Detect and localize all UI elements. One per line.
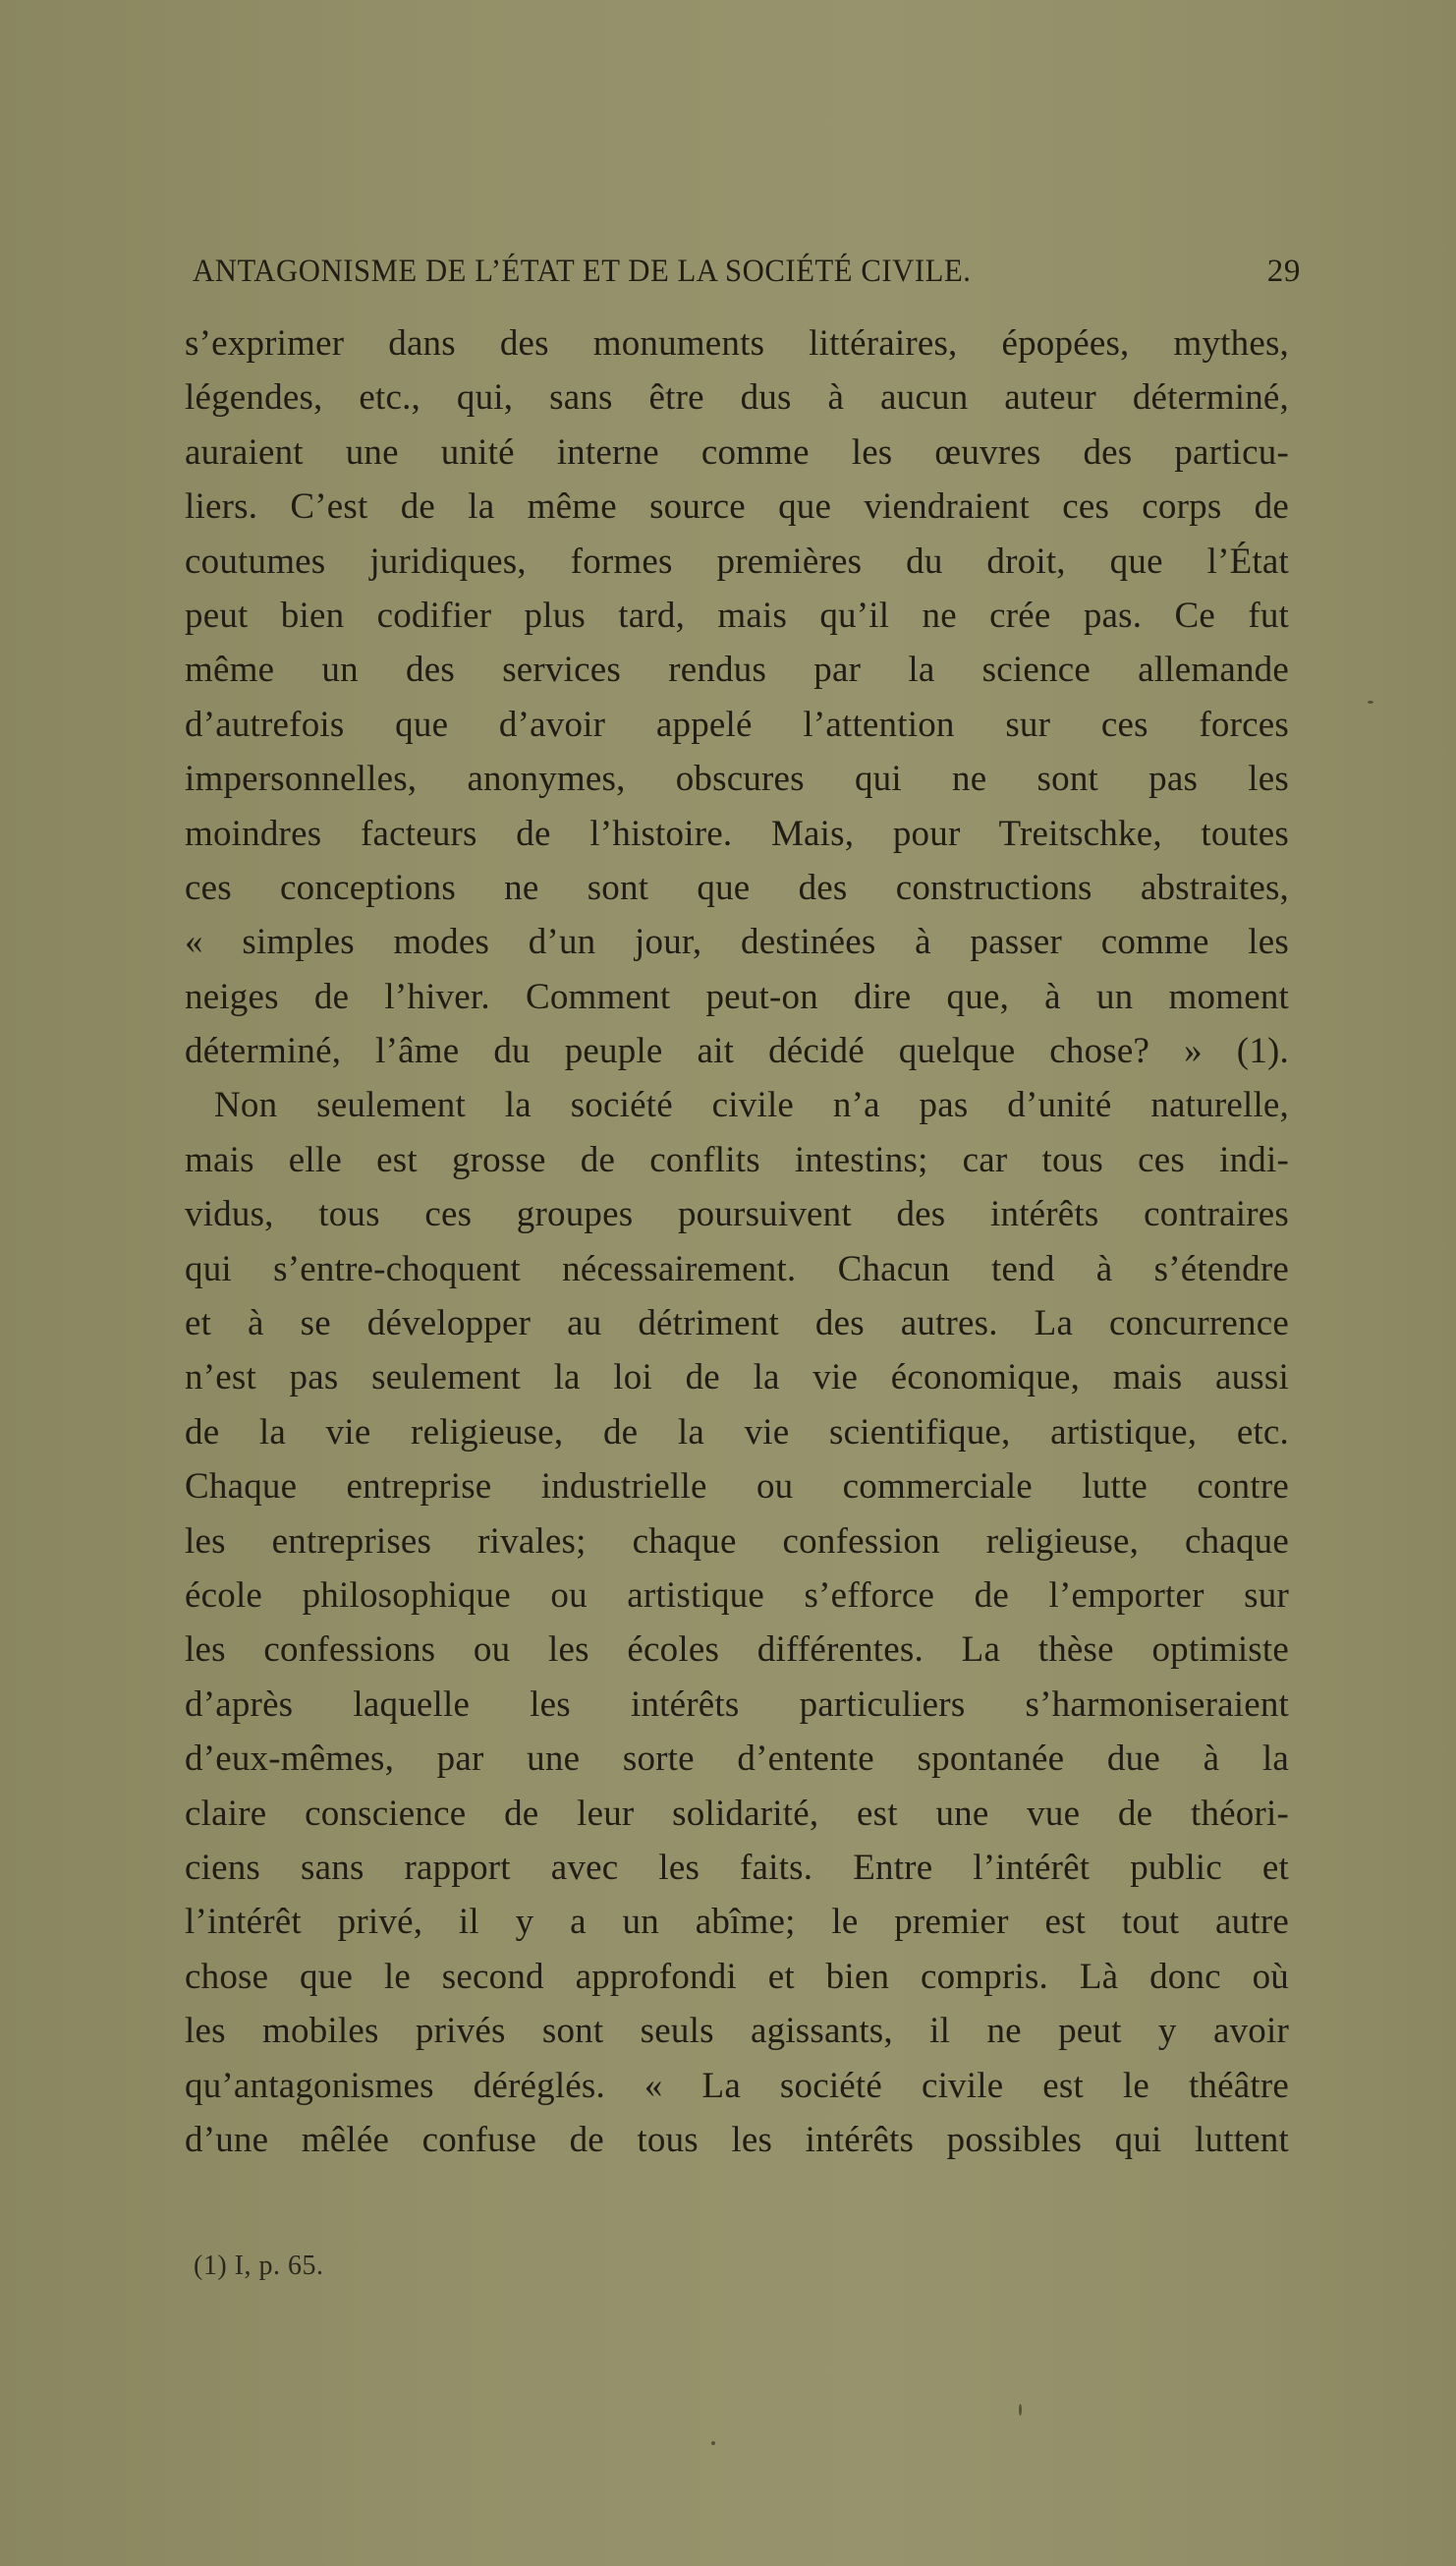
text-line: peut bien codifier plus tard, mais qu’il ne crée pas. Ce fut <box>185 595 1289 636</box>
text-line: n’est pas seulement la loi de la vie économique, mais aussi <box>185 1357 1289 1398</box>
text-line: mais elle est grosse de conflits intestins; car tous ces indi- <box>185 1139 1289 1180</box>
text-line: déterminé, l’âme du peuple ait décidé quelque chose? » (1). <box>185 1031 1289 1072</box>
text-line: qui s’entre-choquent nécessairement. Chacun tend à s’étendre <box>185 1248 1289 1289</box>
text-line: ces conceptions ne sont que des constructions abstraites, <box>185 867 1289 908</box>
text-line: légendes, etc., qui, sans être dus à aucun auteur déterminé, <box>185 377 1289 419</box>
text-line: Chaque entreprise industrielle ou commerciale lutte contre <box>185 1466 1289 1508</box>
paper-speck <box>1019 2404 1022 2416</box>
text-line: qu’antagonismes déréglés. « La société civile est le théâtre <box>185 2065 1289 2106</box>
text-line: d’une mêlée confuse de tous les intérêts possibles qui luttent <box>185 2119 1289 2160</box>
running-head <box>193 254 1301 290</box>
body-text <box>185 316 1289 2167</box>
text-line: les confessions ou les écoles différentes. La thèse optimiste <box>185 1629 1289 1671</box>
text-line: l’intérêt privé, il y a un abîme; le premier est tout autre <box>185 1902 1289 1943</box>
text-line: impersonnelles, anonymes, obscures qui ne sont pas les <box>185 759 1289 800</box>
text-line: vidus, tous ces groupes poursuivent des intérêts contraires <box>185 1194 1289 1235</box>
running-head-title: ANTAGONISME DE L’ÉTAT ET DE LA SOCIÉTÉ CIVILE. <box>193 254 972 289</box>
text-line: auraient une unité interne comme les œuvres des particu- <box>185 431 1289 473</box>
page-number: 29 <box>1266 254 1301 289</box>
footnote: (1) I, p. 65. <box>194 2251 324 2281</box>
text-line: d’après laquelle les intérêts particuliers s’harmoniseraient <box>185 1683 1289 1725</box>
text-line: école philosophique ou artistique s’efforce de l’emporter sur <box>185 1574 1289 1616</box>
text-line: moindres facteurs de l’histoire. Mais, pour Treitschke, toutes <box>185 813 1289 854</box>
paper-speck <box>1368 701 1373 704</box>
text-line: d’eux-mêmes, par une sorte d’entente spontanée due à la <box>185 1739 1289 1780</box>
text-line: « simples modes d’un jour, destinées à passer comme les <box>185 922 1289 963</box>
text-line: de la vie religieuse, de la vie scientifique, artistique, etc. <box>185 1411 1289 1453</box>
text-line: chose que le second approfondi et bien compris. Là donc où <box>185 1956 1289 1997</box>
text-line: liers. C’est de la même source que viendraient ces corps de <box>185 486 1289 528</box>
paper-speck <box>711 2441 715 2445</box>
text-line: s’exprimer dans des monuments littéraires, épopées, mythes, <box>185 323 1289 364</box>
text-line: les entreprises rivales; chaque confession religieuse, chaque <box>185 1520 1289 1562</box>
text-line: neiges de l’hiver. Comment peut-on dire que, à un moment <box>185 976 1289 1017</box>
text-line: coutumes juridiques, formes premières du droit, que l’État <box>185 541 1289 582</box>
text-line: les mobiles privés sont seuls agissants, il ne peut y avoir <box>185 2011 1289 2052</box>
text-line: ciens sans rapport avec les faits. Entre l’intérêt public et <box>185 1847 1289 1888</box>
text-line: même un des services rendus par la science allemande <box>185 650 1289 691</box>
text-line: d’autrefois que d’avoir appelé l’attention sur ces forces <box>185 704 1289 745</box>
text-line: claire conscience de leur solidarité, est une vue de théori- <box>185 1793 1289 1834</box>
text-line: et à se développer au détriment des autres. La concurrence <box>185 1303 1289 1344</box>
paragraph-start-line: Non seulement la société civile n’a pas d’unité naturelle, <box>214 1085 1289 1126</box>
